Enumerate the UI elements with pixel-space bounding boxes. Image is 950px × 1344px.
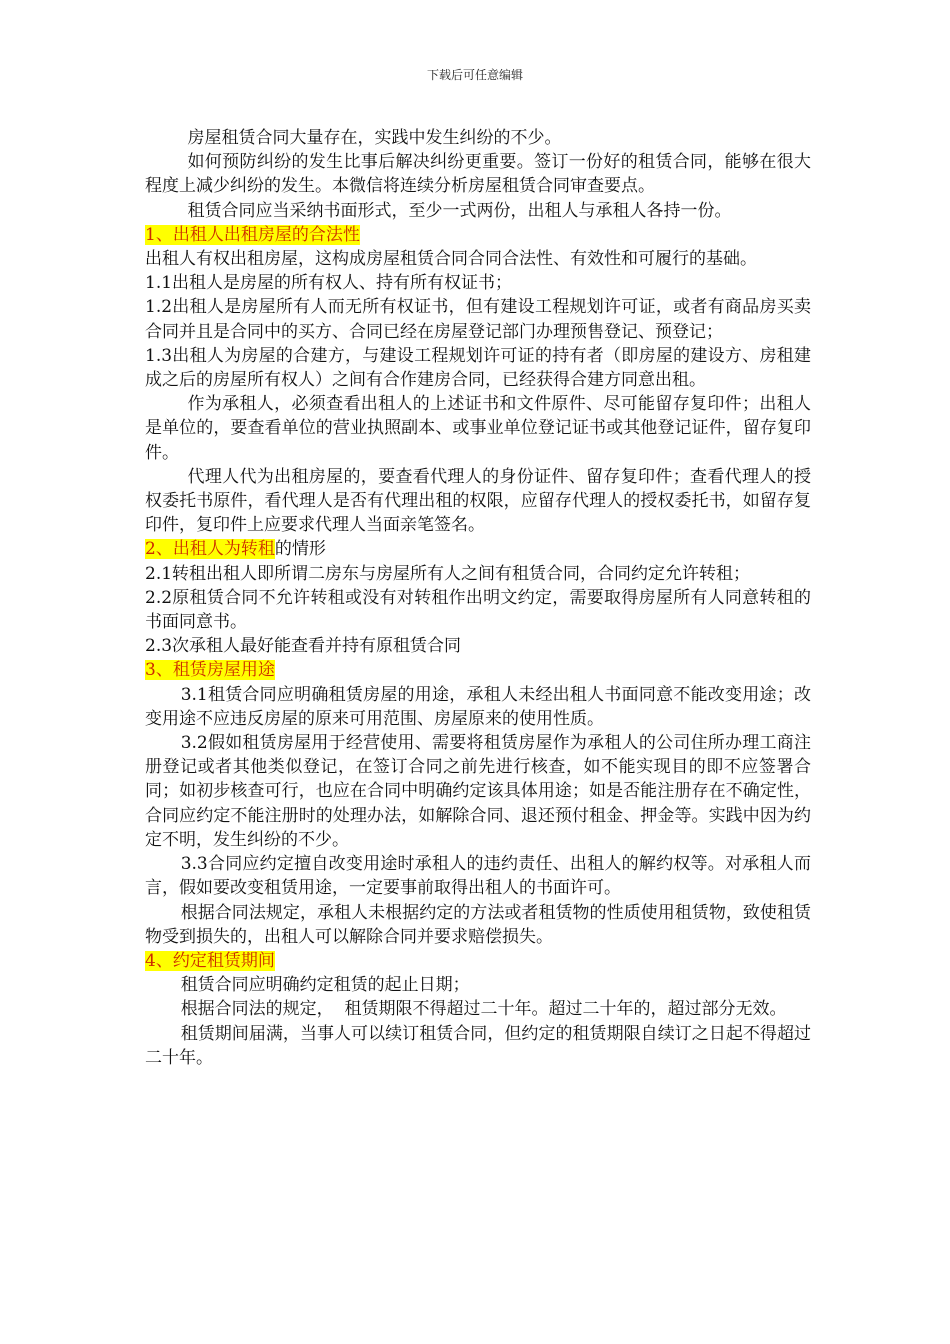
section-4-paragraph-3: 租赁期间届满，当事人可以续订租赁合同，但约定的租赁期限自续订之日起不得超过二十年。 xyxy=(145,1023,811,1068)
section-1-paragraph-0: 出租人有权出租房屋，这构成房屋租赁合同合同合法性、有效性和可履行的基础。 xyxy=(145,249,757,270)
section-2-item-2: 2.2原租赁合同不允许转租或没有对转租作出明文约定，需要取得房屋所有人同意转租的书面同意书。 xyxy=(145,587,811,633)
section-1-paragraph-tenant: 作为承租人，必须查看出租人的上述证书和文件原件、尽可能留存复印件；出租人是单位的，要查看单位的营业执照副本、或事业单位登记证书或其他登记证件，留存复印件。 xyxy=(145,394,811,463)
document-body xyxy=(145,126,811,1070)
section-1-item-2: 1.2出租人是房屋所有人而无所有权证书，但有建设工程规划许可证，或者有商品房买卖合同并且是合同中的买方、合同已经在房屋登记部门办理预售登记、预登记； xyxy=(145,297,811,342)
section-3-item-1: 3.1租赁合同应明确租赁房屋的用途，承租人未经出租人书面同意不能改变用途；改变用途不应违反房屋的原来可用范围、房屋原来的使用性质。 xyxy=(145,684,811,729)
section-2-heading-rest: 的情形 xyxy=(274,539,326,560)
section-4-paragraph-1: 租赁合同应明确约定租赁的起止日期； xyxy=(180,975,470,996)
section-1-item-1: 1.1出租人是房屋的所有权人、持有所有权证书； xyxy=(145,273,513,294)
section-4-heading xyxy=(145,949,811,973)
intro-paragraph-1: 房屋租赁合同大量存在，实践中发生纠纷的不少。 xyxy=(187,128,562,148)
section-2-heading xyxy=(145,537,811,561)
section-1-paragraph-agent: 代理人代为出租房屋的，要查看代理人的身份证件、留存复印件；查看代理人的授权委托书原件，看代理人是否有代理出租的权限，应留存代理人的授权委托书，如留存复印件，复印件上应要求代理人当面亲笔签名。 xyxy=(145,466,811,536)
section-3-paragraph-law: 根据合同法规定，承租人未根据约定的方法或者租赁物的性质使用租赁物，致使租赁物受到损失的，出租人可以解除合同并要求赔偿损失。 xyxy=(145,902,811,947)
page-header: 下载后可任意编辑 xyxy=(426,68,523,82)
section-1-item-3: 1.3出租人为房屋的合建方，与建设工程规划许可证的持有者（即房屋的建设方、房租建成之后的房屋所有权人）之间有合作建房合同，已经获得合建方同意出租。 xyxy=(145,345,811,391)
section-3-item-3: 3.3合同应约定擅自改变用途时承租人的违约责任、出租人的解约权等。对承租人而言，假如要改变租赁用途，一定要事前取得出租人的书面许可。 xyxy=(145,854,811,899)
section-3-heading xyxy=(145,658,811,682)
section-2-item-1: 2.1转租出租人即所谓二房东与房屋所有人之间有租赁合同，合同约定允许转租； xyxy=(145,563,751,584)
section-1-heading-highlight: 1、出租人出租房屋的合法性 xyxy=(145,224,360,245)
section-3-heading-highlight: 3、租赁房屋用途 xyxy=(145,660,275,681)
section-2-heading-highlight: 2、出租人为转租 xyxy=(145,539,275,560)
section-2-item-3: 2.3次承租人最好能查看并持有原租赁合同 xyxy=(145,636,462,657)
section-3-item-2: 3.2假如租赁房屋用于经营使用、需要将租赁房屋作为承租人的公司住所办理工商注册登记或者其他类似登记，在签订合同之前先进行核查，如不能实现目的即不应签署合同；如初步核查可行，也应在合同中明确约定该具体用途；如是否能注册存在不确定性，合同应约定不能注册时的处理办法，如解除合同、退还预付租金、押金等。实践中因为约定不明，发生纠纷的不少。 xyxy=(145,733,811,850)
section-1-heading xyxy=(145,223,811,247)
intro-paragraph-3: 租赁合同应当采纳书面形式，至少一式两份，出租人与承租人各持一份。 xyxy=(187,200,732,221)
section-4-paragraph-2: 根据合同法的规定， 租赁期限不得超过二十年。超过二十年的，超过部分无效。 xyxy=(180,999,787,1020)
section-4-heading-highlight: 4、约定租赁期间 xyxy=(145,950,275,971)
intro-paragraph-2: 如何预防纠纷的发生比事后解决纠纷更重要。签订一份好的租赁合同，能够在很大程度上减少纠纷的发生。本微信将连续分析房屋租赁合同审查要点。 xyxy=(145,152,811,197)
